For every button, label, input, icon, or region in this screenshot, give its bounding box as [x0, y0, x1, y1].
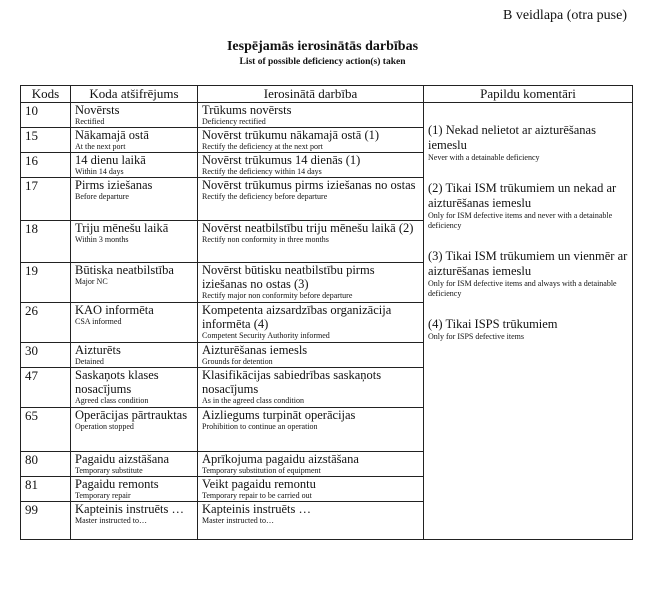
page-title: Iespējamās ierosinātās darbības [226, 39, 419, 54]
row-code-description [71, 368, 198, 408]
table-body [21, 103, 633, 540]
comment-lv: (4) Tikai ISPS trūkumiem [428, 317, 558, 331]
row-code: 80 [21, 452, 71, 477]
row-code: 16 [21, 153, 71, 178]
row-code: 30 [21, 343, 71, 368]
row-suggested-action [198, 303, 424, 343]
action-lv: Kapteinis instruēts … [202, 502, 312, 516]
row-suggested-action [198, 368, 424, 408]
description-en: Before departure [75, 192, 129, 201]
comment-item [428, 123, 628, 163]
header-code-description: Koda atšifrējums [71, 86, 198, 103]
action-lv: Novērst būtisku neatbilstību pirms iziešanas no ostas (3) [202, 263, 375, 291]
action-lv: Novērst trūkumus pirms iziešanas no ostas [202, 178, 416, 192]
row-suggested-action [198, 408, 424, 452]
description-lv: Pagaidu remonts [75, 477, 159, 491]
action-en: Rectify major non conformity before departure [202, 291, 353, 300]
row-code-description [71, 408, 198, 452]
page-subtitle: List of possible deficiency action(s) taken [239, 57, 406, 67]
action-lv: Aprīkojuma pagaidu aizstāšana [202, 452, 359, 466]
action-en: Deficiency rectified [202, 117, 266, 126]
action-lv: Kompetenta aizsardzības organizācija informēta (4) [202, 303, 392, 331]
row-code-description [71, 153, 198, 178]
description-en: Within 3 months [75, 235, 129, 244]
form-label: B veidlapa (otra puse) [502, 8, 627, 23]
action-en: Grounds for detention [202, 357, 273, 366]
action-lv: Aizturēšanas iemesls [202, 343, 308, 357]
description-lv: Pirms iziešanas [75, 178, 153, 192]
row-code-description [71, 303, 198, 343]
description-lv: Triju mēnešu laikā [75, 221, 169, 235]
table-header-row [21, 86, 633, 103]
row-suggested-action [198, 128, 424, 153]
description-en: Agreed class condition [75, 396, 149, 405]
action-lv: Novērst trūkumu nākamajā ostā (1) [202, 128, 380, 142]
description-en: At the next port [75, 142, 126, 151]
comment-lv: (2) Tikai ISM trūkumiem un nekad ar aizturēšanas iemeslu [428, 181, 617, 210]
action-en: Rectify the deficiency at the next port [202, 142, 323, 151]
action-en: Rectify non conformity in three months [202, 235, 329, 244]
row-code-description [71, 452, 198, 477]
action-lv: Trūkums novērsts [202, 103, 292, 117]
description-en: Temporary substitute [75, 466, 143, 475]
row-code: 99 [21, 502, 71, 540]
comment-en: Only for ISPS defective items [428, 332, 524, 341]
header-additional-comments: Papildu komentāri [424, 86, 633, 103]
row-code-description [71, 221, 198, 263]
comment-en: Only for ISM defective items and never with a detainable deficiency [428, 211, 613, 230]
row-code: 19 [21, 263, 71, 303]
description-en: Master instructed to… [75, 516, 147, 525]
description-en: Rectified [75, 117, 105, 126]
description-lv: Aizturēts [75, 343, 121, 357]
comment-en: Never with a detainable deficiency [428, 153, 540, 162]
row-code: 65 [21, 408, 71, 452]
row-code-description [71, 263, 198, 303]
row-code: 81 [21, 477, 71, 502]
action-en: Rectify the deficiency within 14 days [202, 167, 322, 176]
action-lv: Novērst trūkumus 14 dienās (1) [202, 153, 361, 167]
row-code: 18 [21, 221, 71, 263]
description-en: Temporary repair [75, 491, 131, 500]
action-en: Rectify the deficiency before departure [202, 192, 328, 201]
row-suggested-action [198, 221, 424, 263]
description-lv: Saskaņots klases nosacījums [75, 368, 159, 396]
row-suggested-action [198, 502, 424, 540]
action-en: Master instructed to… [202, 516, 274, 525]
description-lv: 14 dienu laikā [75, 153, 146, 167]
action-en: As in the agreed class condition [202, 396, 304, 405]
row-code-description [71, 502, 198, 540]
action-en: Competent Security Authority informed [202, 331, 330, 340]
description-en: CSA informed [75, 317, 122, 326]
row-suggested-action [198, 103, 424, 128]
description-lv: KAO informēta [75, 303, 154, 317]
row-code-description [71, 103, 198, 128]
row-suggested-action [198, 153, 424, 178]
row-suggested-action [198, 343, 424, 368]
action-lv: Veikt pagaidu remontu [202, 477, 316, 491]
row-code-description [71, 343, 198, 368]
action-lv: Novērst neatbilstību triju mēnešu laikā (2) [202, 221, 414, 235]
comment-item [428, 181, 628, 231]
description-en: Operation stopped [75, 422, 134, 431]
row-code-description [71, 128, 198, 153]
description-en: Within 14 days [75, 167, 124, 176]
additional-comments-cell [424, 103, 633, 540]
description-lv: Novērsts [75, 103, 120, 117]
row-code-description [71, 477, 198, 502]
comment-item [428, 249, 628, 299]
row-code: 47 [21, 368, 71, 408]
row-code-description [71, 178, 198, 221]
row-suggested-action [198, 178, 424, 221]
comment-lv: (3) Tikai ISM trūkumiem un vienmēr ar aizturēšanas iemeslu [428, 249, 628, 278]
description-lv: Nākamajā ostā [75, 128, 149, 142]
header-code: Kods [21, 86, 71, 103]
description-lv: Pagaidu aizstāšana [75, 452, 170, 466]
row-code: 17 [21, 178, 71, 221]
row-suggested-action [198, 452, 424, 477]
description-lv: Kapteinis instruēts … [75, 502, 185, 516]
action-en: Temporary repair to be carried out [202, 491, 312, 500]
action-lv: Klasifikācijas sabiedrības saskaņots nosacījums [202, 368, 382, 396]
actions-table [20, 85, 633, 540]
comment-lv: (1) Nekad nelietot ar aizturēšanas iemeslu [428, 123, 596, 152]
row-suggested-action [198, 263, 424, 303]
row-code: 10 [21, 103, 71, 128]
description-en: Detained [75, 357, 104, 366]
description-lv: Operācijas pārtrauktas [75, 408, 188, 422]
row-suggested-action [198, 477, 424, 502]
comment-en: Only for ISM defective items and always with a detainable deficiency [428, 279, 617, 298]
header-suggested-action: Ierosinātā darbība [198, 86, 424, 103]
action-lv: Aizliegums turpināt operācijas [202, 408, 356, 422]
action-en: Temporary substitution of equipment [202, 466, 321, 475]
row-code: 26 [21, 303, 71, 343]
description-lv: Būtiska neatbilstība [75, 263, 174, 277]
action-en: Prohibition to continue an operation [202, 422, 318, 431]
table-row [21, 103, 633, 128]
row-code: 15 [21, 128, 71, 153]
description-en: Major NC [75, 277, 108, 286]
comment-item [428, 317, 628, 342]
